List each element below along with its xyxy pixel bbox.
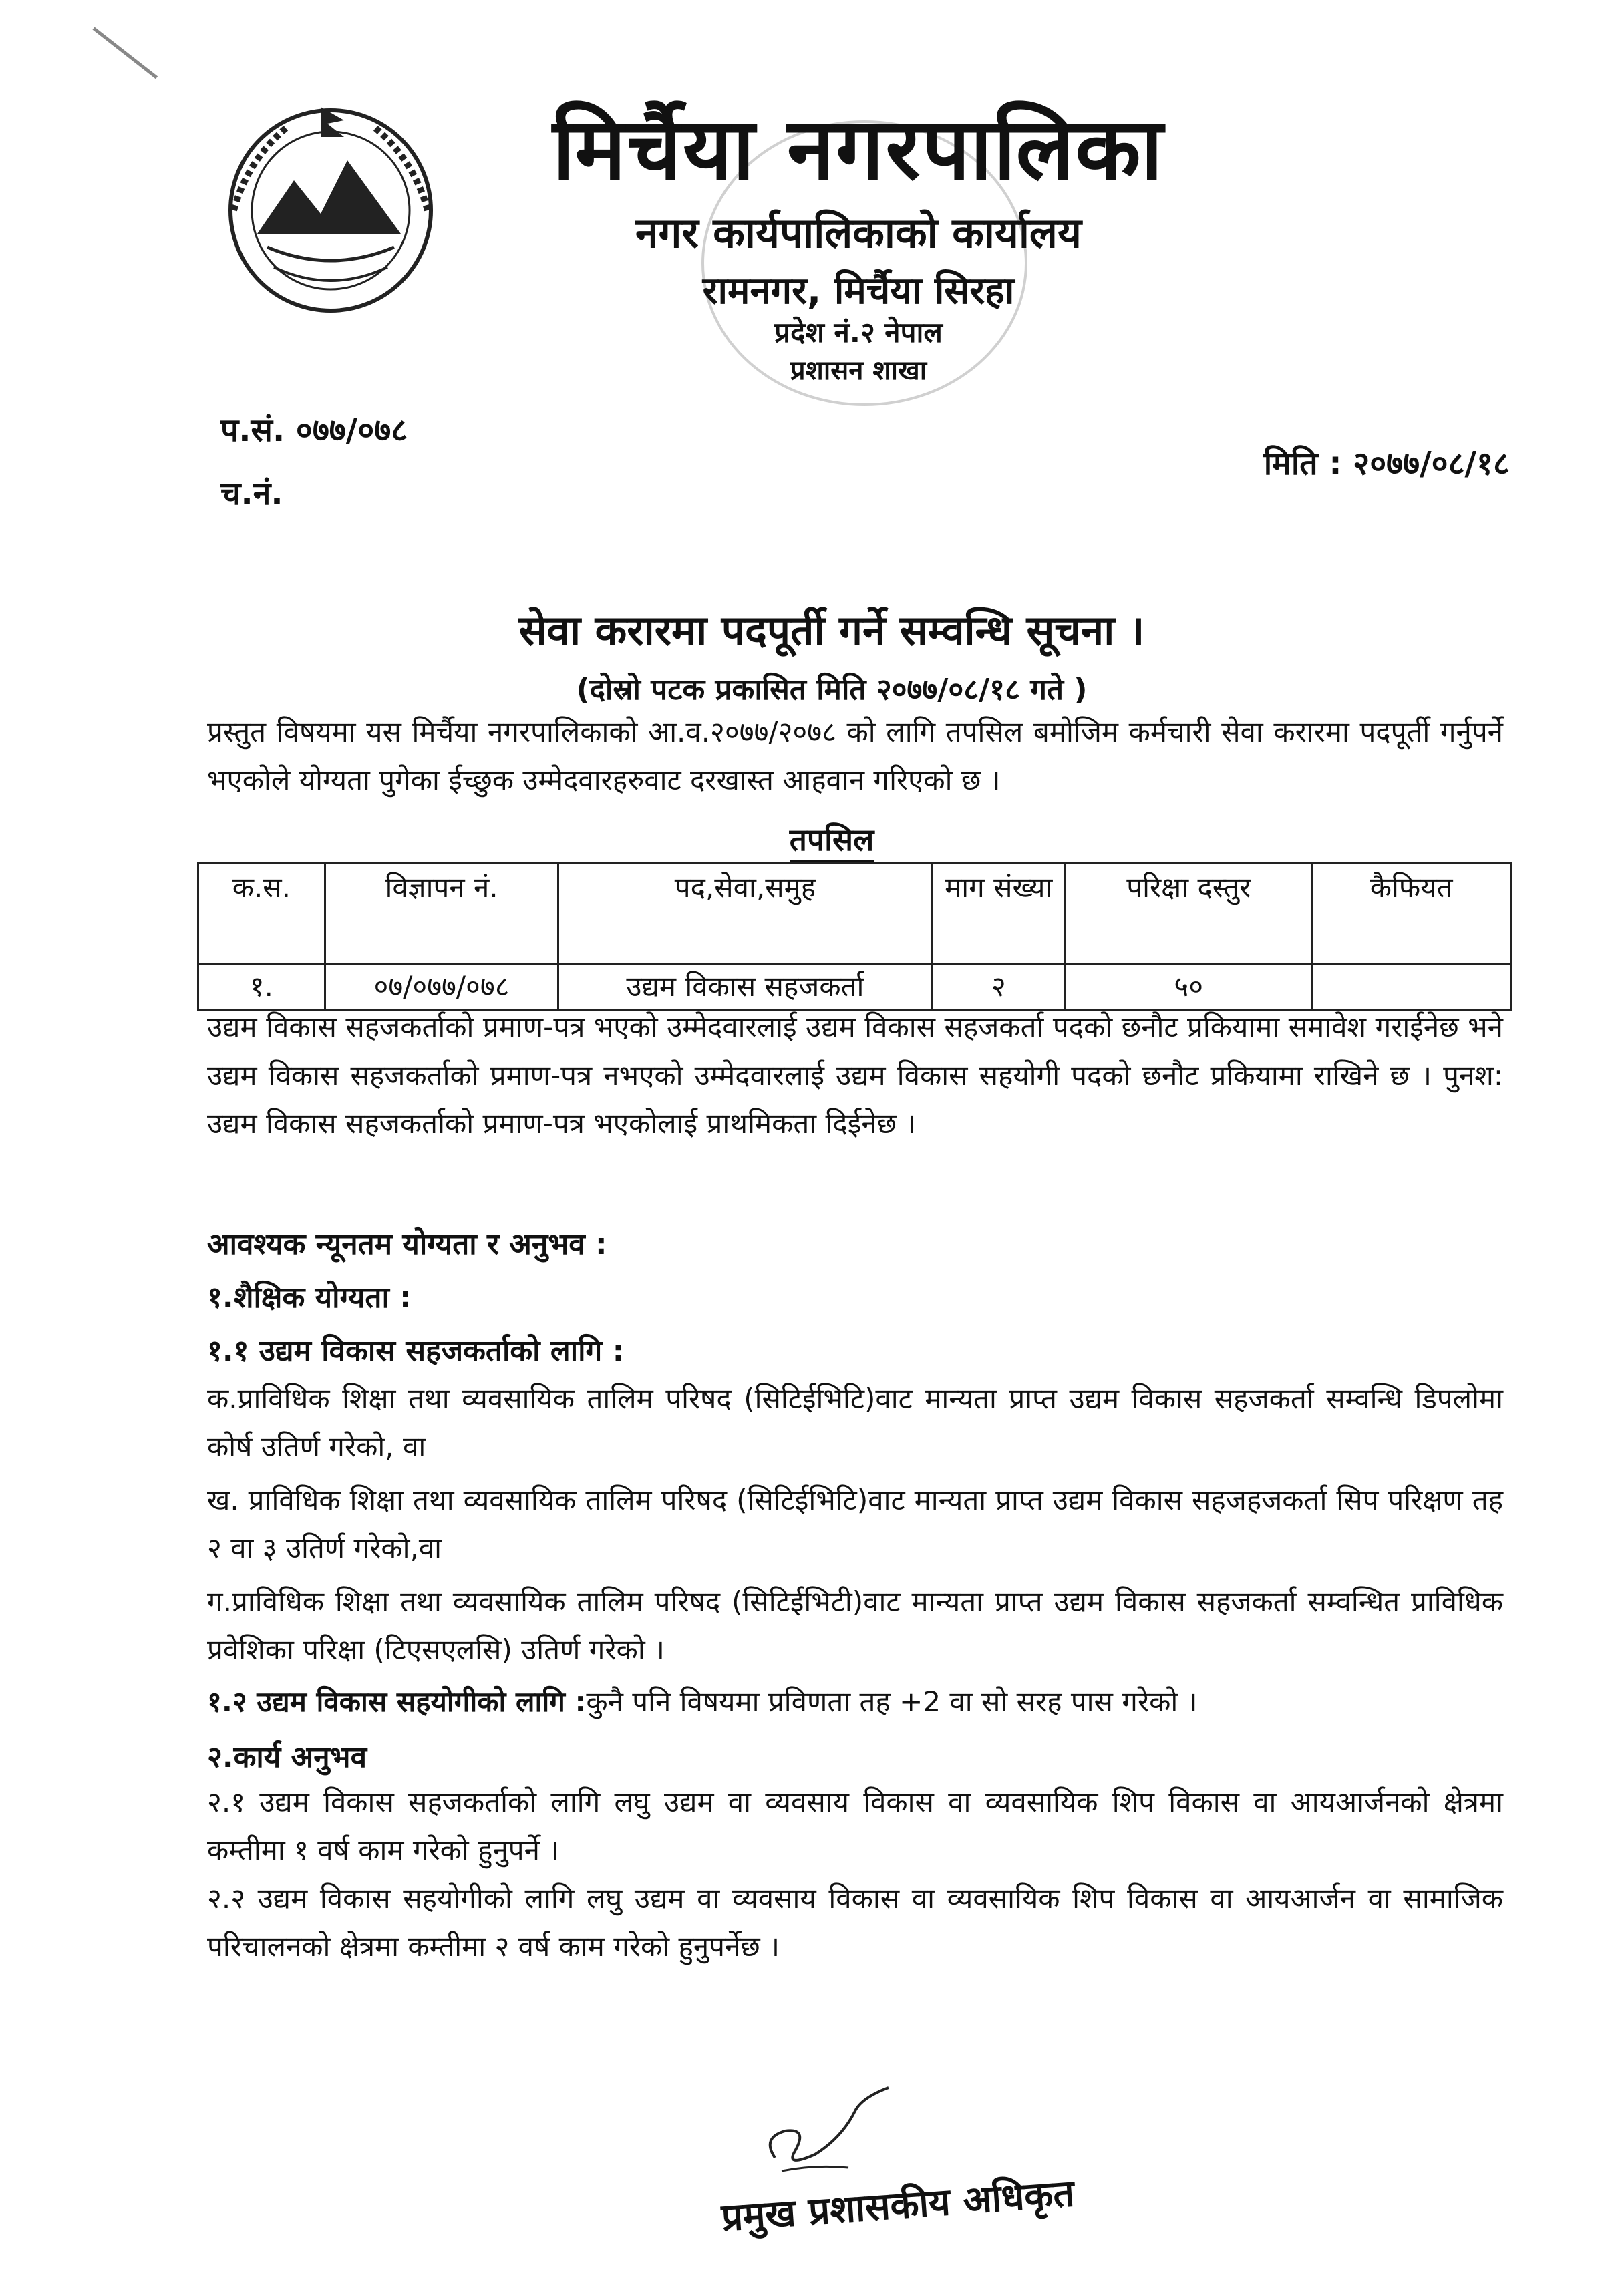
office-address: रामनगर, मिर्चैया सिरहा: [702, 269, 1015, 313]
table-label: [0, 818, 1610, 860]
experience-item-21: २.१ उद्यम विकास सहजकर्ताको लागि लघु उद्यम वा व्यवसाय विकास वा व्यवसायिक शिप विकास वा आयआर्जनको क्षेत्रमा कम्तीमा १ वर्ष काम गरेको हुनुपर्ने ।: [207, 1786, 1503, 1866]
table-cell: ०७/०७७/०७८: [325, 964, 558, 1010]
scan-mark: [92, 27, 158, 79]
experience-item-22: २.२ उद्यम विकास सहयोगीको लागि लघु उद्यम वा व्यवसाय विकास वा व्यवसायिक शिप विकास वा आयआर्जन वा सामाजिक परिचालनको क्षेत्रमा कम्तीमा २ वर्ष काम गरेको हुनुपर्नेछ ।: [207, 1882, 1503, 1963]
table-label-text: तपसिल: [790, 822, 874, 863]
requirements-heading: आवश्यक न्यूनतम योग्यता र अनुभव :: [207, 1227, 607, 1261]
column-header: क.स.: [198, 863, 325, 964]
province-line: प्रदेश नं.२ नेपाल: [774, 316, 943, 349]
reference-number: प.सं. ०७७/०७८: [220, 412, 408, 449]
education-12-heading: १.२ उद्यम विकास सहयोगीको लागि :: [207, 1685, 587, 1718]
notice-date: मिति : २०७७/०८/१८: [1263, 445, 1510, 482]
branch-line: प्रशासन शाखा: [790, 355, 927, 386]
table-cell: उद्यम विकास सहजकर्ता: [558, 964, 932, 1010]
municipality-name: मिर्चैया नगरपालिका: [552, 100, 1164, 199]
education-12-text: कुनै पनि विषयमा प्रविणता तह +2 वा सो सरह पास गरेको ।: [586, 1685, 1198, 1718]
intro-paragraph: प्रस्तुत विषयमा यस मिर्चैया नगरपालिकाको आ.व.२०७७/२०७८ को लागि तपसिल बमोजिम कर्मचारी सेवा करारमा पदपूर्ती गर्नुपर्ने भएकोले योग्यता पुगेका ईच्छुक उम्मेदवारहरुवाट दरखास्त आहवान गरिएको छ ।: [207, 715, 1503, 796]
signatory-title: प्रमुख प्रशासकीय अधिकृत: [719, 2172, 1076, 2240]
table-cell: १.: [198, 964, 325, 1010]
notice-subtitle: (दोस्रो पटक प्रकासित मिति २०७७/०८/१८ गते ): [576, 673, 1088, 707]
handwritten-signature: [755, 2084, 902, 2184]
column-header: विज्ञापन नं.: [325, 863, 558, 964]
column-header: पद,सेवा,समुह: [558, 863, 932, 964]
table-header-row: [198, 863, 1511, 964]
office-name: नगर कार्यपालिकाको कार्यालय: [635, 208, 1082, 257]
education-11-heading: १.१ उद्यम विकास सहजकर्ताको लागि :: [207, 1334, 625, 1368]
education-12-paragraph: [207, 1678, 1503, 1726]
notice-title: सेवा करारमा पदपूर्ती गर्ने सम्वन्धि सूचना ।: [518, 606, 1145, 655]
column-header: कैफियत: [1312, 863, 1511, 964]
education-item-ga: ग.प्राविधिक शिक्षा तथा व्यवसायिक तालिम परिषद (सिटिईभिटी)वाट मान्यता प्राप्त उद्यम विकास सहजकर्ता सम्वन्धित प्राविधिक प्रवेशिका परिक्षा (टिएसएलसि) उतिर्ण गरेको ।: [207, 1585, 1503, 1666]
vacancy-table: [197, 862, 1512, 1011]
education-item-ka: क.प्राविधिक शिक्षा तथा व्यवसायिक तालिम परिषद (सिटिईभिटि)वाट मान्यता प्राप्त उद्यम विकास सहजकर्ता सम्वन्धि डिपलोमा कोर्ष उतिर्ण गरेको, वा: [207, 1382, 1503, 1463]
column-header: परिक्षा दस्तुर: [1066, 863, 1312, 964]
experience-heading: २.कार्य अनुभव: [207, 1740, 367, 1774]
education-item-kha: ख. प्राविधिक शिक्षा तथा व्यवसायिक तालिम परिषद (सिटिईभिटि)वाट मान्यता प्राप्त उद्यम विकास सहजहजकर्ता सिप परिक्षण तह २ वा ३ उतिर्ण गरेको,वा: [207, 1484, 1503, 1565]
table-cell: ५०: [1066, 964, 1312, 1010]
column-header: माग संख्या: [932, 863, 1066, 964]
education-heading: १.शैक्षिक योग्यता :: [207, 1281, 412, 1315]
certificate-paragraph: उद्यम विकास सहजकर्ताको प्रमाण-पत्र भएको उम्मेदवारलाई उद्यम विकास सहजकर्ता पदको छनौट प्रकियामा समावेश गराईनेछ भने उद्यम विकास सहजकर्ताको प्रमाण-पत्र नभएको उम्मेदवारलाई उद्यम विकास सहयोगी पदको छनौट प्रकियामा राखिने छ । पुनश: उद्यम विकास सहजकर्ताको प्रमाण-पत्र भएकोलाई प्राथमिकता दिईनेछ ।: [207, 1011, 1503, 1140]
table-cell: २: [932, 964, 1066, 1010]
dispatch-number: च.नं.: [220, 475, 283, 512]
